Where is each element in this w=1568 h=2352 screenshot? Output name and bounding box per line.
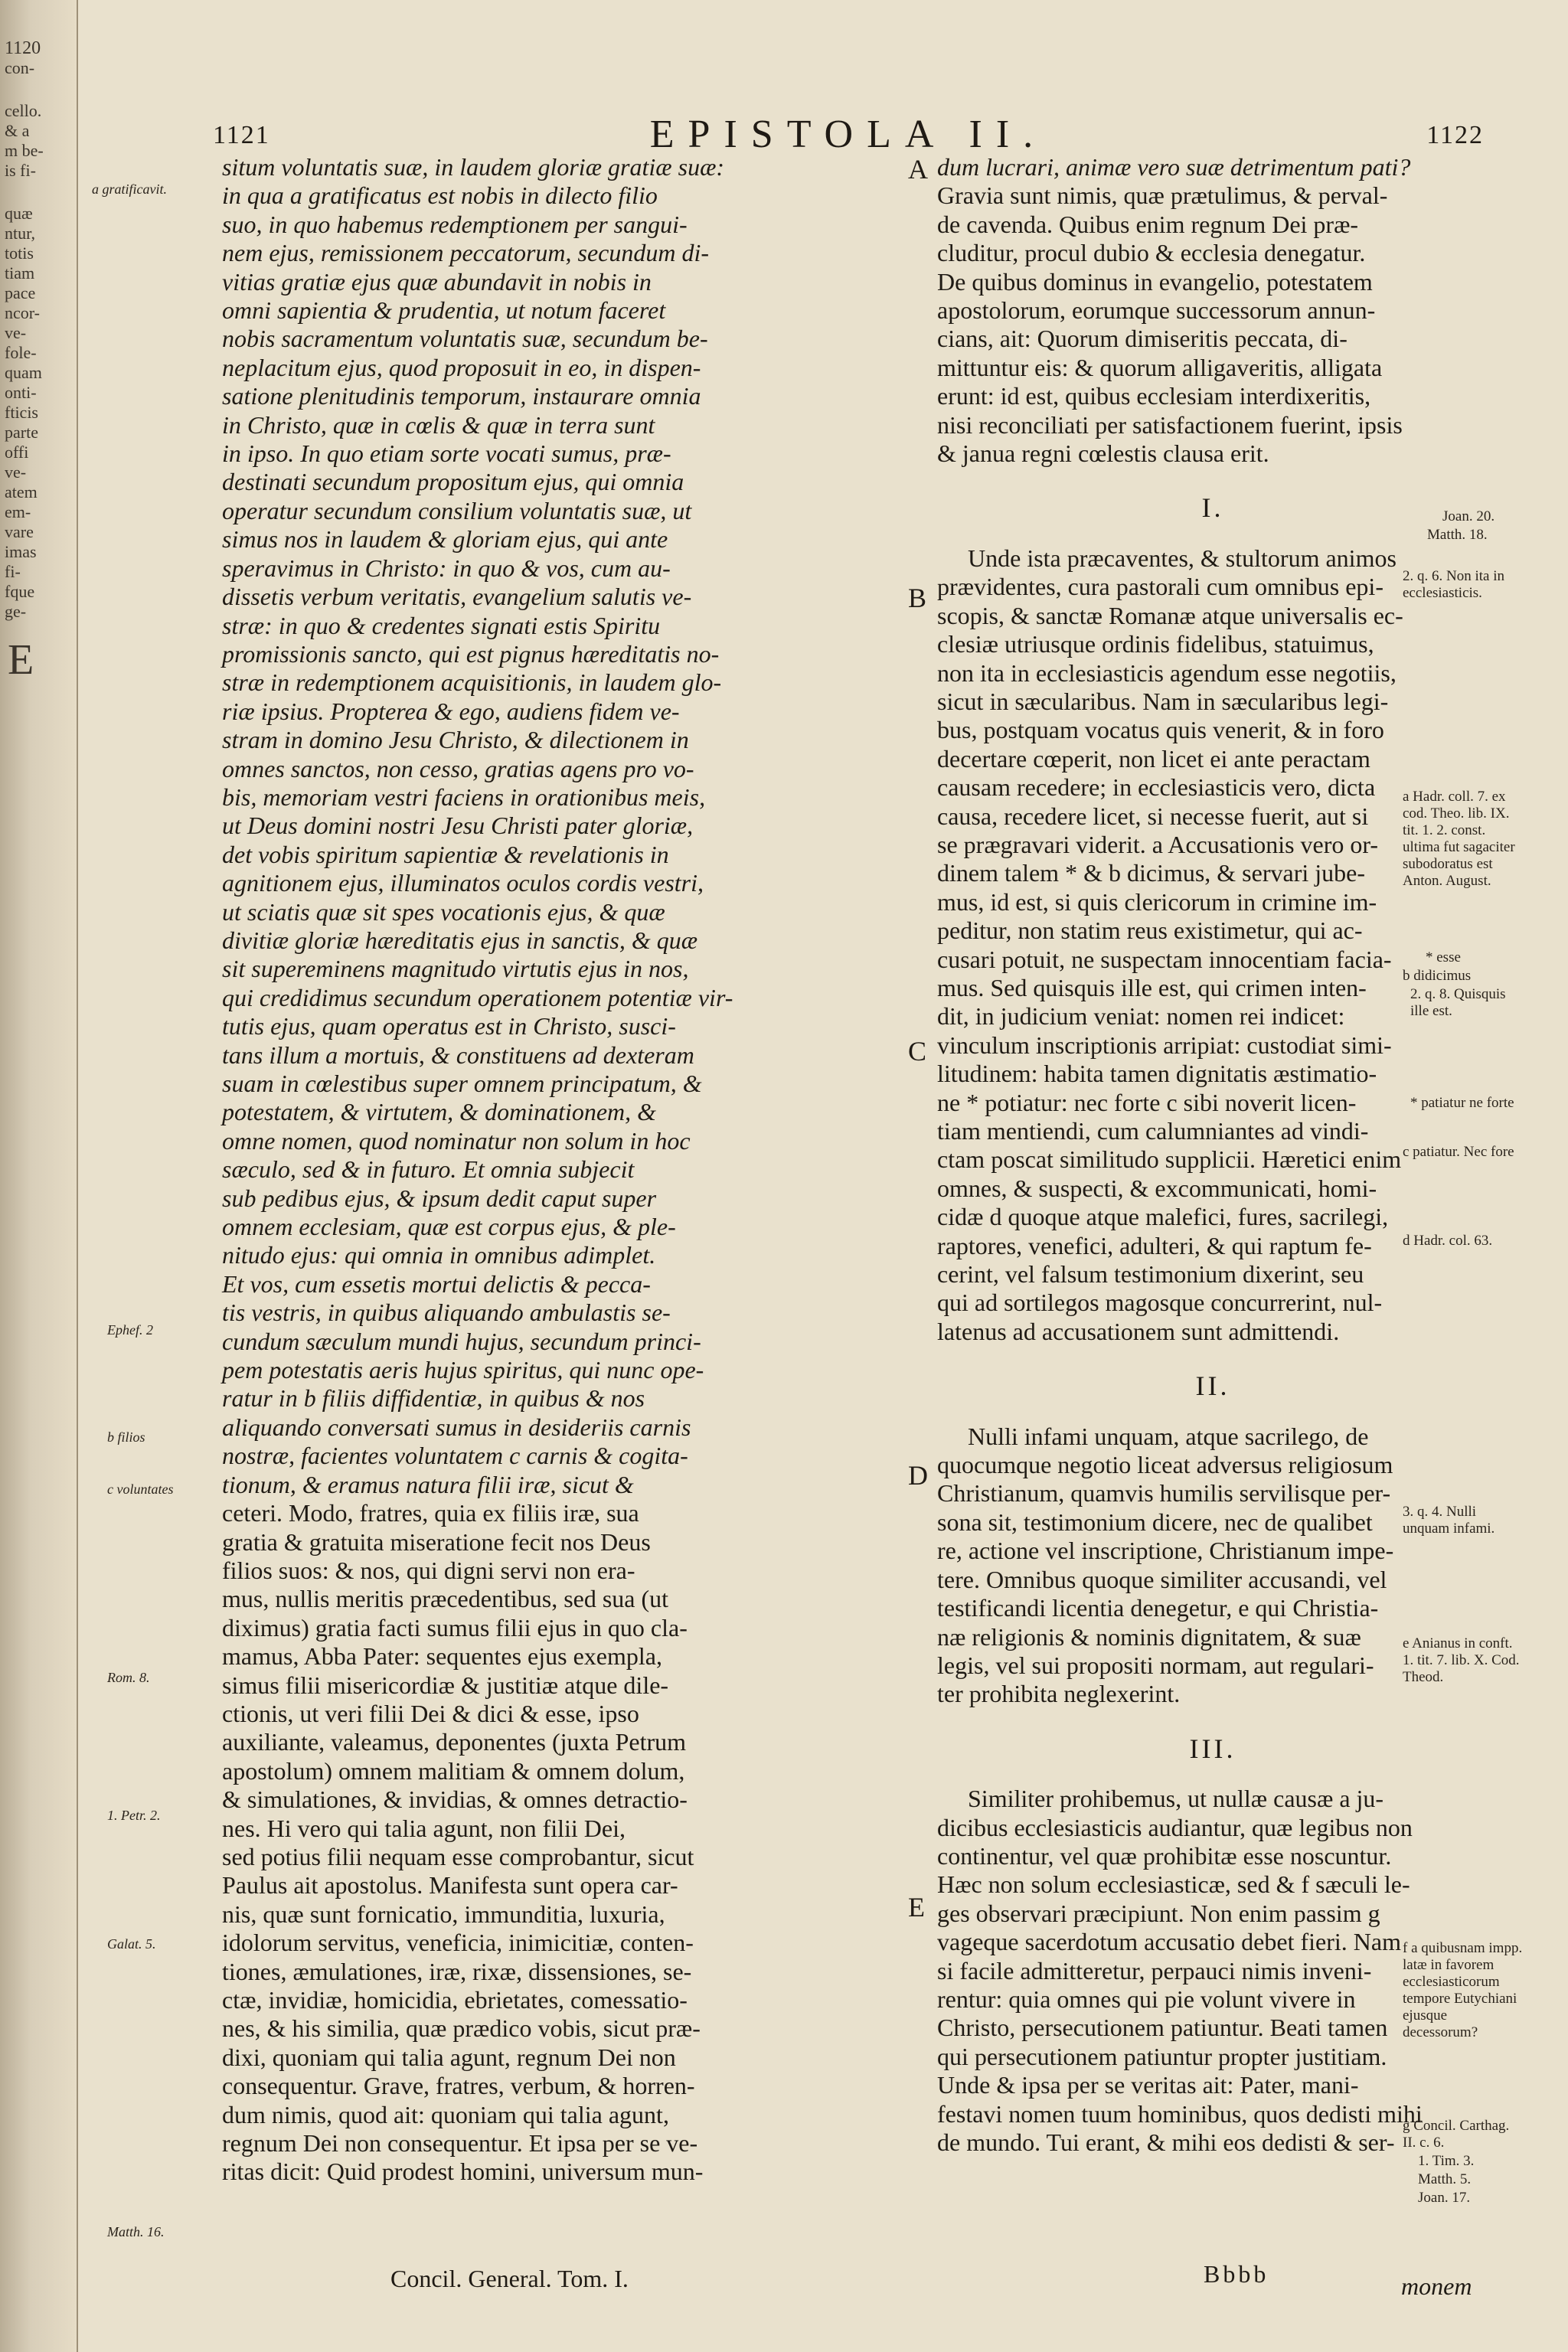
margin-note: Matth. 16. — [107, 2224, 165, 2239]
text-line: in Christo, quæ in cœlis & quæ in terra sunt — [222, 410, 655, 439]
margin-note: * patiatur ne forte — [1410, 1095, 1514, 1111]
footer-source: Concil. General. Tom. I. — [390, 2265, 629, 2292]
text-line: sit supereminens magnitudo virtutis ejus in nos, — [222, 955, 689, 983]
margin-note: a Hadr. coll. 7. ex cod. Theo. lib. IX. tit. 1. 2. const. ultima fut sagaciter subodoratus est Anton. August. — [1403, 789, 1515, 889]
text-line: qui persecutionem patiuntur propter justitiam. — [937, 2042, 1387, 2070]
text-line: latenus ad accusationem sunt admittendi. — [937, 1317, 1340, 1345]
text-line: ctam poscat similitudo supplicii. Hæretici enim — [937, 1145, 1402, 1174]
running-title: EPISTOLA II. — [649, 113, 1047, 156]
section-letter-e: E — [908, 1892, 925, 1922]
text-line: tans illum a mortuis, & constituens ad dexteram — [222, 1040, 694, 1069]
text-line: cusari potuit, ne suspectam innocentiam facia- — [937, 945, 1392, 973]
text-line: apostolum) omnem malitiam & omnem dolum, — [222, 1756, 685, 1785]
text-line: nitudo ejus: qui omnia in omnibus adimplet. — [222, 1241, 656, 1269]
text-line: nis, quæ sunt fornicatio, immunditia, luxuria, — [222, 1900, 665, 1928]
margin-note: d Hadr. col. 63. — [1403, 1233, 1493, 1249]
facing-page-line: quam — [5, 363, 42, 382]
text-line: erunt: id est, quibus ecclesiam interdixeritis, — [937, 382, 1371, 410]
text-line: ut sciatis quæ sit spes vocationis ejus, & quæ — [222, 897, 665, 926]
facing-page-line: quæ — [5, 204, 33, 223]
text-line: re, actione vel inscriptione, Christianum impe- — [937, 1537, 1394, 1565]
text-line: causam recedere; in ecclesiasticis vero, dicta — [937, 773, 1376, 802]
facing-page-line: em- — [5, 502, 31, 521]
facing-page-line: imas — [5, 542, 37, 561]
text-line: vageque sacerdotum accusatio debet fieri. Nam — [937, 1928, 1401, 1956]
section-heading-1: I. — [1201, 492, 1224, 524]
text-line: qui credidimus secundum operationem potentiæ vir- — [222, 983, 733, 1011]
text-line: neplacitum ejus, quod proposuit in eo, in dispen- — [222, 353, 701, 381]
right-margin-notes — [1403, 176, 1556, 2259]
text-line: Christianum, quamvis humilis servilisque per- — [937, 1479, 1391, 1508]
text-line: raptores, venefici, adulteri, & qui raptum fe- — [937, 1231, 1372, 1259]
text-line: testificandi licentia denegetur, e qui Christia- — [937, 1594, 1379, 1622]
text-line: continentur, vel quæ prohibitæ esse noscuntur. — [937, 1841, 1392, 1870]
folio-right: 1122 — [1426, 121, 1484, 149]
text-line: prævidentes, cura pastorali cum omnibus epi- — [937, 573, 1383, 601]
text-line: cluditur, procul dubio & ecclesia denegatur. — [937, 239, 1366, 267]
text-line: riæ ipsius. Propterea & ego, audiens fidem ve- — [222, 697, 680, 725]
text-line: dixi, quoniam qui talia agunt, regnum Dei non — [222, 2043, 676, 2071]
text-line: consequentur. Grave, fratres, verbum, & horren- — [222, 2072, 695, 2100]
text-line: Christo, persecutionem patiuntur. Beati tamen — [937, 2014, 1388, 2042]
text-line: Unde ista præcaventes, & stultorum animos — [968, 544, 1396, 572]
facing-page-line: offi — [5, 443, 29, 462]
text-line: dum lucrari, animæ vero suæ detrimentum pati? — [937, 153, 1411, 181]
section-letter-d: D — [908, 1460, 928, 1491]
facing-page-line: fole- — [5, 343, 37, 362]
text-line: nobis sacramentum voluntatis suæ, secundum be- — [222, 325, 708, 353]
text-line: tis vestris, in quibus aliquando ambulastis se- — [222, 1298, 671, 1327]
facing-page-line: cello. — [5, 101, 42, 120]
text-line: vinculum inscriptionis arripiat: custodiat simi- — [937, 1031, 1392, 1059]
margin-note: Matth. 5. — [1418, 2171, 1472, 2187]
text-line: dissetis verbum veritatis, evangelium salutis ve- — [222, 583, 692, 611]
text-line: sed potius filii nequam esse comprobantur, sicut — [222, 1842, 694, 1870]
text-line: omnes, & suspecti, & excommunicati, homi- — [937, 1174, 1377, 1202]
text-line: scopis, & sanctæ Romanæ atque universalis ec- — [937, 601, 1403, 629]
text-line: qui ad sortilegos magosque concurrerint, nul- — [937, 1289, 1383, 1317]
facing-page-lines — [0, 58, 77, 622]
margin-note: Joan. 20. — [1442, 508, 1495, 524]
text-line: si facile admitteretur, perpauci nimis inveni- — [937, 1956, 1372, 1984]
text-line: ctæ, invidiæ, homicidia, ebrietates, comessatio- — [222, 1986, 688, 2014]
text-line: pem potestatis aeris hujus spiritus, qui nunc ope- — [222, 1356, 704, 1384]
margin-note: Rom. 8. — [107, 1670, 150, 1685]
text-line: regnum Dei non consequentur. Et ipsa per se ve- — [222, 2129, 698, 2158]
text-line: de cavenda. Quibus enim regnum Dei præ- — [937, 210, 1359, 238]
facing-page-line: atem — [5, 482, 38, 501]
text-line: legis, vel sui propositi normam, aut regulari- — [937, 1651, 1374, 1679]
text-line: mamus, Abba Pater: sequentes ejus exempla, — [222, 1642, 662, 1671]
facing-page-line: vare — [5, 522, 34, 541]
text-line: tiam mentiendi, cum calumniantes ad vindi- — [937, 1117, 1369, 1145]
text-line: Et vos, cum essetis mortui delictis & pecca- — [222, 1269, 651, 1298]
facing-page-line: parte — [5, 423, 38, 442]
margin-note: c patiatur. Nec fore — [1403, 1144, 1514, 1160]
text-line: nes. Hi vero qui talia agunt, non filii Dei, — [222, 1814, 626, 1842]
text-line: dit, in judicium veniat: nomen rei indicet: — [937, 1002, 1345, 1031]
margin-note: 3. q. 4. Nulli unquam infami. — [1403, 1504, 1495, 1537]
facing-page-number: 1120 — [5, 38, 41, 58]
text-line: stræ: in quo & credentes signati estis Spiritu — [222, 611, 661, 639]
text-line: Similiter prohibemus, ut nullæ causæ a ju- — [968, 1785, 1384, 1813]
text-line: suam in cœlestibus super omnem principatum, & — [222, 1070, 702, 1097]
text-line: destinati secundum propositum ejus, qui omnia — [222, 468, 684, 496]
text-line: rentur: quia omnes qui pie volunt vivere in — [937, 1984, 1356, 2013]
margin-note: e Anianus in conft. 1. tit. 7. lib. X. Cod. Theod. — [1403, 1635, 1520, 1685]
text-line: cians, ait: Quorum dimiseritis peccata, di- — [937, 325, 1348, 353]
facing-page-line: ve- — [5, 462, 27, 482]
text-line: omni sapientia & prudentia, ut notum faceret — [222, 296, 666, 325]
section-letter-b: B — [908, 583, 927, 613]
facing-page-line: tiam — [5, 263, 35, 283]
text-line: simus filii misericordiæ & justitiæ atque dile- — [222, 1671, 669, 1699]
text-line: in ipso. In quo etiam sorte vocati sumus, præ- — [222, 439, 671, 468]
text-line: mittuntur eis: & quorum alligaveritis, alligata — [937, 353, 1383, 381]
text-line: cerint, vel falsum testimonium dixerint, seu — [937, 1260, 1364, 1289]
facing-page-line: ge- — [5, 602, 27, 621]
text-line: auxiliante, valeamus, deponentes (juxta Petrum — [222, 1728, 687, 1756]
text-line: satione plenitudinis temporum, instaurare omnia — [222, 382, 701, 410]
text-line: mus. Sed quisquis ille est, qui crimen inten- — [937, 973, 1367, 1001]
text-line: cundum sæculum mundi hujus, secundum princi- — [222, 1327, 701, 1355]
text-line: sicut in sæcularibus. Nam in sæcularibus legi- — [937, 687, 1389, 715]
text-line: potestatem, & virtutem, & dominationem, & — [222, 1098, 657, 1126]
margin-note: b filios — [107, 1429, 145, 1445]
text-line: non ita in ecclesiasticis agendum esse negotiis, — [937, 658, 1396, 687]
margin-note: 1. Petr. 2. — [107, 1808, 161, 1823]
section-heading-3: III. — [1189, 1733, 1236, 1764]
text-line: dicibus ecclesiasticis audiantur, quæ legibus non — [937, 1813, 1413, 1841]
text-line: ges observari præcipiunt. Non enim passim g — [937, 1899, 1380, 1927]
text-line: ritas dicit: Quid prodest homini, universum mun- — [222, 2158, 704, 2186]
facing-page-line: fticis — [5, 403, 38, 422]
margin-note: 2. q. 8. Quisquis ille est. — [1410, 986, 1506, 1019]
text-line: se prægravari viderit. a Accusationis vero or- — [937, 830, 1379, 858]
text-line: sæculo, sed & in futuro. Et omnia subjecit — [222, 1155, 635, 1184]
facing-page-line: totis — [5, 243, 34, 263]
text-line: ne * potiatur: nec forte c sibi noverit licen- — [937, 1088, 1357, 1116]
text-line: speravimus in Christo: in quo & vos, cum au- — [222, 554, 671, 582]
text-line: clesiæ utriusque ordinis fidelibus, statuimus, — [937, 630, 1374, 658]
section-letter-c: C — [908, 1036, 927, 1067]
margin-note: 1. Tim. 3. — [1418, 2153, 1475, 2169]
margin-note: * esse — [1426, 949, 1461, 965]
text-line: Nulli infami unquam, atque sacrilego, de — [968, 1422, 1369, 1450]
text-line: cidæ d quoque atque malefici, fures, sacrilegi, — [937, 1203, 1389, 1231]
text-line: filios suos: & nos, qui digni servi non era- — [222, 1556, 635, 1584]
text-line: diximus) gratia facti sumus filii ejus in quo cla- — [222, 1613, 688, 1642]
margin-note: Ephef. 2 — [107, 1322, 153, 1338]
text-line: bis, memoriam vestri faciens in orationibus meis, — [222, 782, 706, 811]
text-line: sub pedibus ejus, & ipsum dedit caput super — [222, 1184, 657, 1212]
text-line: omnem ecclesiam, quæ est corpus ejus, & ple- — [222, 1213, 676, 1241]
text-line: tiones, æmulationes, iræ, rixæ, dissensiones, se- — [222, 1957, 692, 1985]
text-line: gratia & gratuita miseratione fecit nos Deus — [222, 1527, 651, 1556]
facing-page-line: ncor- — [5, 303, 40, 322]
folio-left: 1121 — [213, 121, 270, 149]
text-line: aliquando conversati sumus in desideriis carnis — [222, 1413, 691, 1441]
text-line: mus, id est, si quis clericorum in crimine im- — [937, 887, 1377, 916]
text-line: suo, in quo habemus redemptionem per sangui- — [222, 210, 688, 238]
text-line: tere. Omnibus quoque similiter accusandi, vel — [937, 1565, 1387, 1593]
catchword: monem — [1401, 2272, 1472, 2300]
facing-page-line: con- — [5, 58, 35, 77]
facing-page-line: is fi- — [5, 161, 36, 180]
margin-note: a gratificavit. — [92, 181, 167, 197]
signature-mark: Bbbb — [1204, 2260, 1269, 2288]
text-line: simus nos in laudem & gloriam ejus, qui ante — [222, 525, 668, 554]
text-line: nes, & his similia, quæ prædico vobis, sicut præ- — [222, 2014, 701, 2043]
text-line: omnes sanctos, non cesso, gratias agens pro vo- — [222, 754, 694, 782]
text-line: peditur, non statim reus existimetur, qui ac- — [937, 916, 1363, 945]
text-line: decertare cœperit, non licet ei ante peractam — [937, 744, 1370, 773]
text-line: omne nomen, quod nominatur non solum in hoc — [222, 1126, 691, 1155]
left-margin-notes — [92, 176, 207, 2259]
facing-page-line: m be- — [5, 141, 44, 160]
text-line: promissionis sancto, qui est pignus hæreditatis no- — [222, 639, 720, 668]
text-line: idolorum servitus, veneficia, inimicitiæ, conten- — [222, 1929, 694, 1957]
text-line: divitiæ gloriæ hæreditatis ejus in sanctis, & quæ — [222, 926, 698, 954]
text-line: operatur secundum consilium voluntatis suæ, ut — [222, 496, 692, 524]
text-line: Paulus ait apostolus. Manifesta sunt opera car- — [222, 1871, 678, 1900]
text-line: sona sit, testimonium dicere, nec de qualibet — [937, 1508, 1373, 1536]
text-line: Gravia sunt nimis, quæ prætulimus, & perval- — [937, 181, 1388, 210]
margin-note: c voluntates — [107, 1481, 174, 1497]
text-line: quocumque negotio liceat adversus religiosum — [937, 1451, 1393, 1479]
text-line: tutis ejus, quam operatus est in Christo, susci- — [222, 1012, 676, 1040]
text-line: bus, postquam vocatus quis venerit, & in foro — [937, 716, 1384, 744]
text-line: næ religionis & nominis dignitatem, & suæ — [937, 1622, 1361, 1651]
text-line: litudinem: habita tamen dignitatis æstimatio- — [937, 1060, 1377, 1088]
text-line: & janua regni cœlestis clausa erit. — [937, 439, 1269, 468]
text-line: de mundo. Tui erant, & mihi eos dedisti & ser- — [937, 2128, 1395, 2156]
text-line: nisi reconciliati per satisfactionem fuerint, ipsis — [937, 410, 1403, 439]
section-letter-a: A — [908, 154, 928, 185]
text-line: Unde & ipsa per se veritas ait: Pater, mani- — [937, 2071, 1359, 2099]
text-line: apostolorum, eorumque successorum annun- — [937, 296, 1376, 325]
margin-note: Joan. 17. — [1418, 2190, 1471, 2206]
facing-page-line: fque — [5, 582, 35, 601]
margin-note: b didicimus — [1403, 968, 1472, 984]
text-line: dum nimis, quod ait: quoniam qui talia agunt, — [222, 2100, 669, 2128]
text-line: in qua a gratificatus est nobis in dilecto filio — [222, 181, 658, 210]
book-page — [84, 0, 1568, 2352]
section-heading-2: II. — [1195, 1370, 1230, 1402]
text-line: dinem talem * & b dicimus, & servari jube- — [937, 859, 1365, 887]
text-line: tionum, & eramus natura filii iræ, sicut & — [222, 1470, 634, 1498]
facing-page-line: ve- — [5, 323, 27, 342]
text-line: ceteri. Modo, fratres, quia ex filiis iræ, sua — [222, 1499, 639, 1527]
margin-note: Galat. 5. — [107, 1936, 156, 1952]
left-text-column — [222, 153, 903, 2187]
text-line: agnitionem ejus, illuminatos oculos cordis vestri, — [222, 869, 704, 897]
text-line: situm voluntatis suæ, in laudem gloriæ gratiæ suæ: — [222, 153, 725, 181]
text-line: & simulationes, & invidias, & omnes detractio- — [222, 1785, 688, 1814]
text-line: vitias gratiæ ejus quæ abundavit in nobis in — [222, 267, 652, 296]
margin-note: f a quibusnam impp. latæ in favorem ecclesiasticorum tempore Eutychiani ejusque decessorum? — [1403, 1940, 1523, 2040]
text-line: festavi nomen tuum hominibus, quos dedisti mihi — [937, 2099, 1423, 2128]
facing-page-edge — [0, 0, 78, 2352]
text-line: Hæc non solum ecclesiasticæ, sed & f sæculi le- — [937, 1870, 1410, 1899]
text-line: causa, recedere licet, si necesse fuerit, aut si — [937, 802, 1369, 830]
facing-page-line: ntur, — [5, 224, 36, 243]
margin-note: g Concil. Carthag. II. c. 6. — [1403, 2118, 1510, 2151]
text-line: nem ejus, remissionem peccatorum, secundum di- — [222, 239, 710, 267]
text-line: det vobis spiritum sapientiæ & revelationis in — [222, 840, 669, 868]
text-line: De quibus dominus in evangelio, potestatem — [937, 267, 1373, 296]
text-line: stræ in redemptionem acquisitionis, in laudem glo- — [222, 668, 722, 697]
facing-page-line: pace — [5, 283, 36, 302]
margin-note: 2. q. 6. Non ita in ecclesiasticis. — [1403, 568, 1504, 601]
margin-note: Matth. 18. — [1427, 527, 1488, 543]
text-line: mus, nullis meritis præcedentibus, sed sua (ut — [222, 1585, 669, 1613]
text-line: ter prohibita neglexerint. — [937, 1680, 1181, 1708]
facing-page-line: fi- — [5, 562, 21, 581]
text-line: stram in domino Jesu Christo, & dilectionem in — [222, 726, 689, 754]
facing-page-letter: E — [8, 636, 34, 684]
text-line: nostræ, facientes voluntatem c carnis & cogita- — [222, 1442, 688, 1470]
facing-page-line: onti- — [5, 383, 37, 402]
text-line: ratur in b filiis diffidentiæ, in quibus & nos — [222, 1384, 645, 1413]
text-line: ctionis, ut veri filii Dei & dici & esse, ipso — [222, 1699, 639, 1727]
facing-page-line: & a — [5, 121, 30, 140]
text-line: ut Deus domini nostri Jesu Christi pater gloriæ, — [222, 812, 694, 840]
